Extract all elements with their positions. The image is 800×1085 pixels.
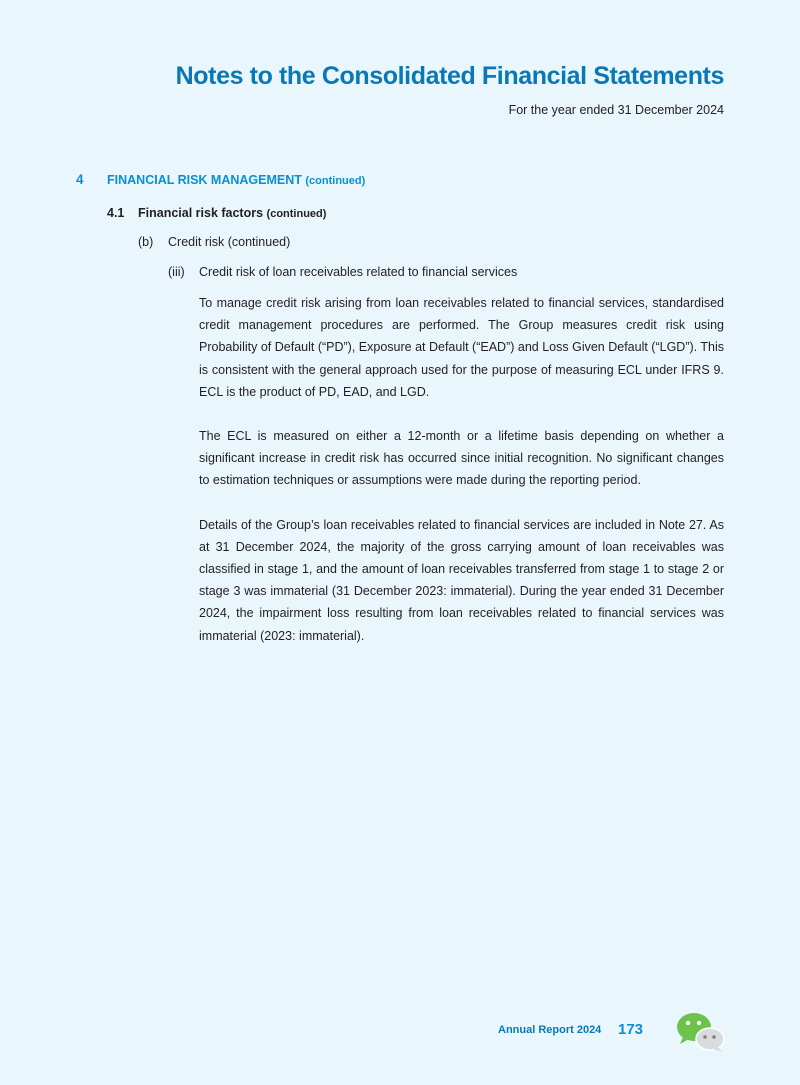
item-iii-title: Credit risk of loan receivables related to financial services [199, 265, 518, 279]
subsection-number: 4.1 [107, 206, 125, 220]
subsection-continued: (continued) [266, 208, 327, 220]
page-title: Notes to the Consolidated Financial Statements [175, 62, 724, 90]
section-title: FINANCIAL RISK MANAGEMENT [107, 173, 302, 187]
item-iii-number: (iii) [168, 265, 185, 279]
paragraph: Details of the Group’s loan receivables related to financial services are included in Note 27. As at 31 December 2024, the majority of the gross carrying amount of loan receivables was classified in stage 1, and the amount of loan receivables transferred from stage 1 to stage 2 or stage 3 was immaterial (31 December 2023: immaterial). During the year ended 31 December 2024, the impairment loss resulting from loan receivables related to financial services was immaterial (2023: immaterial). [199, 517, 724, 643]
section-number: 4 [76, 172, 84, 187]
wechat-logo-graphic [676, 1011, 726, 1053]
section-heading [107, 173, 365, 187]
item-b-title: Credit risk (continued) [168, 235, 291, 249]
subsection-title: Financial risk factors [138, 206, 264, 220]
paragraph: To manage credit risk arising from loan receivables related to financial services, standardised credit management procedures are performed. The Group measures credit risk using Probability of Default (“PD”), Exposure at Default (“EAD”) and Loss Given Default (“LGD”). This is consistent with the general approach used for the purpose of measuring ECL under IFRS 9. ECL is the product of PD, EAD, and LGD. [199, 296, 724, 399]
paragraph: The ECL is measured on either a 12-month or a lifetime basis depending on whether a significant increase in credit risk has occurred since initial recognition. No significant changes to estimation techniques or assumptions were made during the reporting period. [199, 429, 724, 488]
item-b-number: (b) [138, 235, 154, 249]
footer-label: Annual Report 2024 [498, 1024, 602, 1036]
wechat-logo-icon [676, 1011, 726, 1053]
page-subtitle: For the year ended 31 December 2024 [508, 103, 724, 117]
body-text [199, 292, 724, 669]
section-continued: (continued) [305, 175, 366, 187]
subsection-heading [138, 206, 326, 220]
page-number: 173 [618, 1021, 644, 1038]
